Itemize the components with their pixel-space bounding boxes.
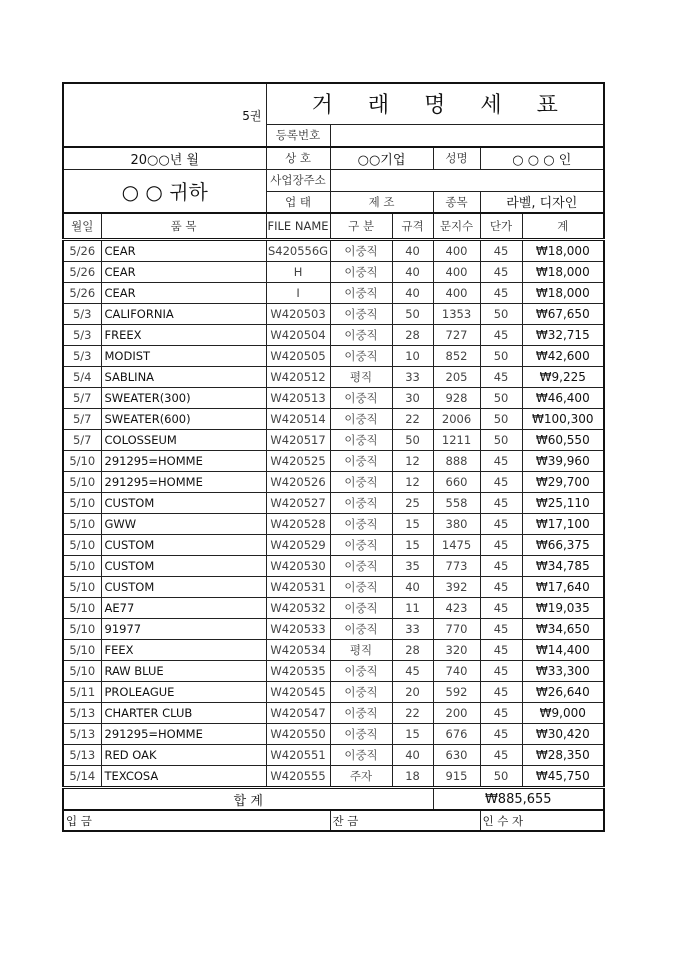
- cell-price: 45: [480, 724, 522, 745]
- cell-price: 50: [480, 388, 522, 409]
- total-value: ₩885,655: [433, 788, 604, 811]
- cell-price: 45: [480, 577, 522, 598]
- cell-spec: 25: [392, 493, 433, 514]
- cell-price: 45: [480, 703, 522, 724]
- cell-total: ₩28,350: [522, 745, 604, 766]
- cell-item: CUSTOM: [101, 556, 266, 577]
- cell-type: 이중직: [330, 556, 392, 577]
- cell-file-name: W420532: [266, 598, 330, 619]
- cell-total: ₩60,550: [522, 430, 604, 451]
- transaction-statement: [62, 82, 603, 832]
- cell-type: 이중직: [330, 598, 392, 619]
- cell-price: 45: [480, 262, 522, 283]
- cell-spec: 40: [392, 577, 433, 598]
- cell-count: 423: [433, 598, 480, 619]
- table-row: [63, 240, 604, 262]
- cell-file-name: W420534: [266, 640, 330, 661]
- table-row: [63, 682, 604, 703]
- cell-price: 50: [480, 346, 522, 367]
- cell-price: 50: [480, 304, 522, 325]
- cell-spec: 28: [392, 325, 433, 346]
- cell-file-name: W420528: [266, 514, 330, 535]
- cell-spec: 15: [392, 535, 433, 556]
- cell-file-name: S420556G: [266, 240, 330, 262]
- cell-count: 852: [433, 346, 480, 367]
- table-row: [63, 598, 604, 619]
- column-header-type: 구 분: [330, 213, 392, 240]
- cell-file-name: W420529: [266, 535, 330, 556]
- cell-item: PROLEAGUE: [101, 682, 266, 703]
- cell-file-name: W420531: [266, 577, 330, 598]
- cell-count: 392: [433, 577, 480, 598]
- cell-count: 888: [433, 451, 480, 472]
- cell-spec: 40: [392, 262, 433, 283]
- column-header-count: 문지수: [433, 213, 480, 240]
- item-type-value[interactable]: 라벨, 디자인: [480, 191, 604, 213]
- cell-price: 45: [480, 367, 522, 388]
- cell-date: 5/4: [63, 367, 101, 388]
- cell-file-name: W420527: [266, 493, 330, 514]
- column-header-total: 계: [522, 213, 604, 240]
- cell-count: 400: [433, 240, 480, 262]
- cell-date: 5/3: [63, 346, 101, 367]
- company-label: 상 호: [266, 147, 330, 169]
- cell-date: 5/10: [63, 619, 101, 640]
- cell-type: 이중직: [330, 514, 392, 535]
- cell-type: 이중직: [330, 661, 392, 682]
- address-label: 사업장주소: [266, 169, 330, 191]
- cell-file-name: W420533: [266, 619, 330, 640]
- cell-item: CEAR: [101, 240, 266, 262]
- cell-count: 928: [433, 388, 480, 409]
- cell-price: 45: [480, 598, 522, 619]
- cell-spec: 12: [392, 451, 433, 472]
- table-row: [63, 367, 604, 388]
- cell-item: GWW: [101, 514, 266, 535]
- cell-type: 이중직: [330, 262, 392, 283]
- cell-date: 5/7: [63, 430, 101, 451]
- cell-item: COLOSSEUM: [101, 430, 266, 451]
- cell-item: MODIST: [101, 346, 266, 367]
- cell-price: 45: [480, 556, 522, 577]
- cell-item: CEAR: [101, 262, 266, 283]
- cell-file-name: W420514: [266, 409, 330, 430]
- column-header-item: 품 목: [101, 213, 266, 240]
- cell-item: 91977: [101, 619, 266, 640]
- cell-item: 291295=HOMME: [101, 724, 266, 745]
- cell-count: 773: [433, 556, 480, 577]
- cell-date: 5/10: [63, 451, 101, 472]
- cell-price: 50: [480, 409, 522, 430]
- cell-price: 45: [480, 745, 522, 766]
- cell-total: ₩66,375: [522, 535, 604, 556]
- cell-item: CUSTOM: [101, 535, 266, 556]
- cell-count: 770: [433, 619, 480, 640]
- cell-total: ₩39,960: [522, 451, 604, 472]
- name-label: 성명: [433, 147, 480, 169]
- cell-type: 이중직: [330, 619, 392, 640]
- cell-count: 676: [433, 724, 480, 745]
- cell-count: 740: [433, 661, 480, 682]
- cell-date: 5/11: [63, 682, 101, 703]
- table-row: [63, 388, 604, 409]
- cell-type: 이중직: [330, 430, 392, 451]
- cell-file-name: W420551: [266, 745, 330, 766]
- cell-date: 5/26: [63, 283, 101, 304]
- cell-spec: 33: [392, 619, 433, 640]
- cell-count: 400: [433, 262, 480, 283]
- cell-date: 5/10: [63, 514, 101, 535]
- cell-file-name: W420547: [266, 703, 330, 724]
- table-row: [63, 619, 604, 640]
- registration-number-label: 등록번호: [266, 124, 330, 147]
- table-row: [63, 325, 604, 346]
- cell-file-name: W420517: [266, 430, 330, 451]
- table-row: [63, 493, 604, 514]
- table-row: [63, 661, 604, 682]
- cell-count: 200: [433, 703, 480, 724]
- table-row: [63, 535, 604, 556]
- cell-type: 주자: [330, 766, 392, 788]
- table-row: [63, 304, 604, 325]
- cell-file-name: W420505: [266, 346, 330, 367]
- cell-count: 1211: [433, 430, 480, 451]
- cell-spec: 33: [392, 367, 433, 388]
- cell-item: CHARTER CLUB: [101, 703, 266, 724]
- cell-count: 727: [433, 325, 480, 346]
- cell-date: 5/10: [63, 472, 101, 493]
- table-row: [63, 430, 604, 451]
- cell-item: SWEATER(300): [101, 388, 266, 409]
- cell-item: SWEATER(600): [101, 409, 266, 430]
- cell-price: 45: [480, 493, 522, 514]
- cell-total: ₩46,400: [522, 388, 604, 409]
- document-title: 거 래 명 세 표: [266, 83, 604, 124]
- cell-date: 5/10: [63, 535, 101, 556]
- name-value[interactable]: ○ ○ ○ 인: [480, 147, 604, 169]
- cell-date: 5/13: [63, 724, 101, 745]
- cell-date: 5/14: [63, 766, 101, 788]
- cell-price: 45: [480, 451, 522, 472]
- cell-date: 5/26: [63, 240, 101, 262]
- table-row: [63, 577, 604, 598]
- cell-total: ₩17,640: [522, 577, 604, 598]
- recipient: ○ ○ 귀하: [63, 169, 266, 213]
- cell-spec: 10: [392, 346, 433, 367]
- cell-total: ₩25,110: [522, 493, 604, 514]
- cell-item: CUSTOM: [101, 577, 266, 598]
- cell-file-name: W420503: [266, 304, 330, 325]
- business-type-value[interactable]: 제 조: [330, 191, 433, 213]
- cell-price: 45: [480, 619, 522, 640]
- cell-file-name: W420512: [266, 367, 330, 388]
- cell-item: RED OAK: [101, 745, 266, 766]
- cell-item: RAW BLUE: [101, 661, 266, 682]
- table-row: [63, 703, 604, 724]
- cell-file-name: W420513: [266, 388, 330, 409]
- cell-count: 2006: [433, 409, 480, 430]
- cell-spec: 40: [392, 745, 433, 766]
- table-row: [63, 640, 604, 661]
- cell-file-name: H: [266, 262, 330, 283]
- cell-type: 이중직: [330, 577, 392, 598]
- cell-count: 400: [433, 283, 480, 304]
- cell-date: 5/3: [63, 304, 101, 325]
- cell-spec: 11: [392, 598, 433, 619]
- cell-total: ₩34,785: [522, 556, 604, 577]
- cell-type: 이중직: [330, 451, 392, 472]
- cell-type: 평직: [330, 367, 392, 388]
- cell-count: 320: [433, 640, 480, 661]
- cell-spec: 18: [392, 766, 433, 788]
- cell-total: ₩34,650: [522, 619, 604, 640]
- column-header-file-name: FILE NAME: [266, 213, 330, 240]
- cell-price: 45: [480, 640, 522, 661]
- cell-price: 50: [480, 430, 522, 451]
- cell-item: TEXCOSA: [101, 766, 266, 788]
- cell-count: 205: [433, 367, 480, 388]
- cell-spec: 45: [392, 661, 433, 682]
- cell-type: 이중직: [330, 409, 392, 430]
- cell-spec: 20: [392, 682, 433, 703]
- date-field[interactable]: 20○○년 월: [63, 147, 266, 169]
- cell-price: 45: [480, 325, 522, 346]
- cell-file-name: I: [266, 283, 330, 304]
- cell-type: 이중직: [330, 346, 392, 367]
- cell-total: ₩9,000: [522, 703, 604, 724]
- cell-file-name: W420555: [266, 766, 330, 788]
- cell-total: ₩33,300: [522, 661, 604, 682]
- cell-file-name: W420526: [266, 472, 330, 493]
- table-row: [63, 724, 604, 745]
- cell-count: 915: [433, 766, 480, 788]
- cell-spec: 40: [392, 240, 433, 262]
- cell-file-name: W420550: [266, 724, 330, 745]
- cell-total: ₩30,420: [522, 724, 604, 745]
- cell-count: 380: [433, 514, 480, 535]
- table-row: [63, 472, 604, 493]
- cell-date: 5/10: [63, 598, 101, 619]
- cell-date: 5/13: [63, 745, 101, 766]
- cell-date: 5/10: [63, 556, 101, 577]
- table-row: [63, 283, 604, 304]
- cell-date: 5/10: [63, 640, 101, 661]
- cell-count: 558: [433, 493, 480, 514]
- item-type-label: 종목: [433, 191, 480, 213]
- cell-type: 이중직: [330, 240, 392, 262]
- cell-total: ₩18,000: [522, 240, 604, 262]
- footer-row: [63, 810, 604, 831]
- address-value[interactable]: [330, 169, 604, 191]
- cell-item: FEEX: [101, 640, 266, 661]
- cell-spec: 15: [392, 514, 433, 535]
- cell-spec: 15: [392, 724, 433, 745]
- deposit-field[interactable]: 입 금: [63, 810, 330, 831]
- cell-file-name: W420545: [266, 682, 330, 703]
- cell-total: ₩14,400: [522, 640, 604, 661]
- cell-count: 1353: [433, 304, 480, 325]
- registration-number-value[interactable]: [330, 124, 604, 147]
- column-header-row: [63, 213, 604, 240]
- line-items: [63, 240, 604, 788]
- cell-file-name: W420504: [266, 325, 330, 346]
- cell-count: 630: [433, 745, 480, 766]
- cell-total: ₩26,640: [522, 682, 604, 703]
- column-header-date: 월일: [63, 213, 101, 240]
- cell-date: 5/7: [63, 388, 101, 409]
- cell-spec: 50: [392, 304, 433, 325]
- cell-spec: 12: [392, 472, 433, 493]
- cell-spec: 22: [392, 703, 433, 724]
- cell-total: ₩42,600: [522, 346, 604, 367]
- cell-count: 1475: [433, 535, 480, 556]
- volume-number: 5권: [63, 83, 266, 147]
- total-label: 합 계: [63, 788, 433, 811]
- statement-table: [62, 82, 605, 832]
- cell-item: SABLINA: [101, 367, 266, 388]
- cell-count: 592: [433, 682, 480, 703]
- cell-spec: 28: [392, 640, 433, 661]
- cell-file-name: W420530: [266, 556, 330, 577]
- summary-row: [63, 788, 604, 811]
- cell-total: ₩29,700: [522, 472, 604, 493]
- cell-total: ₩17,100: [522, 514, 604, 535]
- cell-price: 45: [480, 240, 522, 262]
- cell-price: 45: [480, 661, 522, 682]
- cell-price: 45: [480, 283, 522, 304]
- cell-type: 이중직: [330, 745, 392, 766]
- cell-price: 45: [480, 514, 522, 535]
- cell-total: ₩100,300: [522, 409, 604, 430]
- business-type-label: 업 태: [266, 191, 330, 213]
- table-row: [63, 745, 604, 766]
- cell-date: 5/10: [63, 493, 101, 514]
- cell-date: 5/3: [63, 325, 101, 346]
- cell-spec: 22: [392, 409, 433, 430]
- cell-type: 이중직: [330, 703, 392, 724]
- cell-total: ₩19,035: [522, 598, 604, 619]
- cell-type: 이중직: [330, 724, 392, 745]
- cell-type: 이중직: [330, 283, 392, 304]
- cell-item: AE77: [101, 598, 266, 619]
- cell-type: 평직: [330, 640, 392, 661]
- table-row: [63, 451, 604, 472]
- cell-count: 660: [433, 472, 480, 493]
- cell-total: ₩18,000: [522, 262, 604, 283]
- cell-item: CUSTOM: [101, 493, 266, 514]
- balance-field[interactable]: 잔 금: [330, 810, 480, 831]
- cell-date: 5/7: [63, 409, 101, 430]
- cell-file-name: W420525: [266, 451, 330, 472]
- cell-total: ₩18,000: [522, 283, 604, 304]
- cell-item: FREEX: [101, 325, 266, 346]
- cell-item: CEAR: [101, 283, 266, 304]
- cell-item: CALIFORNIA: [101, 304, 266, 325]
- cell-price: 45: [480, 535, 522, 556]
- cell-spec: 35: [392, 556, 433, 577]
- cell-total: ₩67,650: [522, 304, 604, 325]
- cell-price: 45: [480, 682, 522, 703]
- cell-type: 이중직: [330, 304, 392, 325]
- cell-type: 이중직: [330, 472, 392, 493]
- cell-type: 이중직: [330, 535, 392, 556]
- company-value[interactable]: ○○기업: [330, 147, 433, 169]
- cell-spec: 40: [392, 283, 433, 304]
- cell-type: 이중직: [330, 493, 392, 514]
- receiver-field[interactable]: 인 수 자: [480, 810, 604, 831]
- cell-price: 50: [480, 766, 522, 788]
- cell-type: 이중직: [330, 682, 392, 703]
- column-header-price: 단가: [480, 213, 522, 240]
- cell-total: ₩32,715: [522, 325, 604, 346]
- cell-date: 5/13: [63, 703, 101, 724]
- cell-price: 45: [480, 472, 522, 493]
- table-row: [63, 409, 604, 430]
- cell-date: 5/26: [63, 262, 101, 283]
- cell-type: 이중직: [330, 325, 392, 346]
- cell-total: ₩45,750: [522, 766, 604, 788]
- cell-date: 5/10: [63, 577, 101, 598]
- cell-spec: 30: [392, 388, 433, 409]
- table-row: [63, 766, 604, 788]
- cell-date: 5/10: [63, 661, 101, 682]
- table-row: [63, 514, 604, 535]
- table-row: [63, 556, 604, 577]
- column-header-spec: 규격: [392, 213, 433, 240]
- table-row: [63, 346, 604, 367]
- cell-item: 291295=HOMME: [101, 472, 266, 493]
- table-row: [63, 262, 604, 283]
- cell-spec: 50: [392, 430, 433, 451]
- cell-file-name: W420535: [266, 661, 330, 682]
- cell-item: 291295=HOMME: [101, 451, 266, 472]
- cell-type: 이중직: [330, 388, 392, 409]
- cell-total: ₩9,225: [522, 367, 604, 388]
